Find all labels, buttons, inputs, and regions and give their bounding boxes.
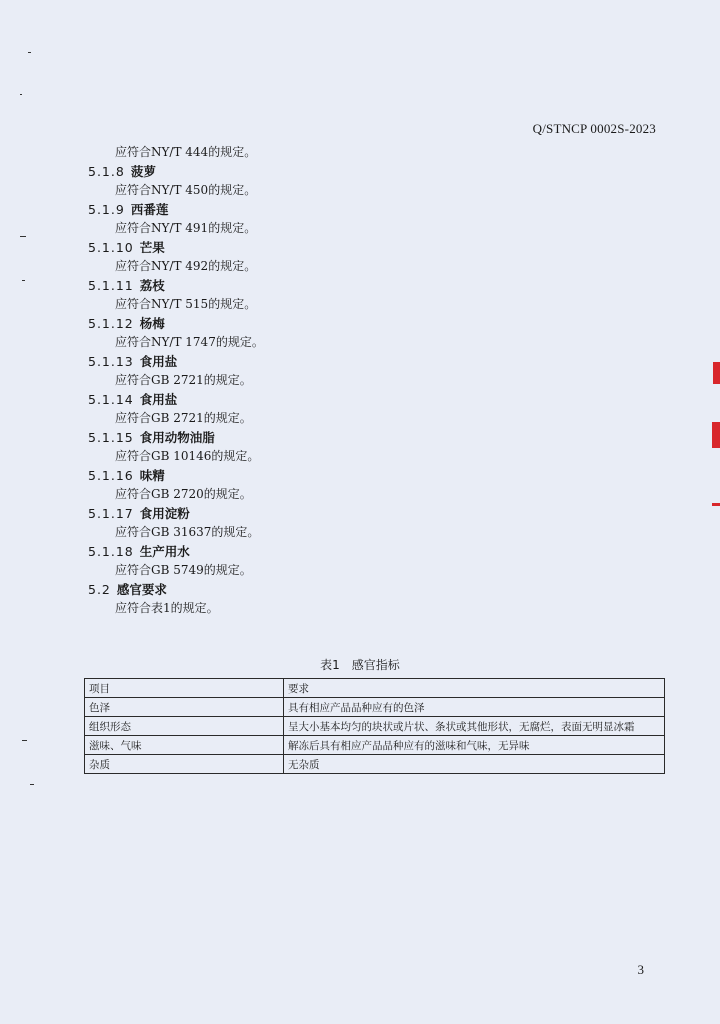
section-title: 杨梅: [139, 316, 165, 331]
section-title: 食用淀粉: [139, 506, 190, 521]
table-row: [85, 698, 665, 717]
section-number: 5.1.11: [88, 278, 134, 293]
body-content: [88, 143, 648, 618]
section-title: 生产用水: [139, 544, 190, 559]
scan-speck: [22, 280, 25, 281]
page-number: 3: [637, 962, 644, 977]
section-title: 感官要求: [116, 582, 167, 597]
requirement-text: 应符合GB 31637的规定。: [115, 525, 260, 539]
section-number: 5.1.12: [88, 316, 134, 331]
scan-speck: [20, 236, 26, 237]
requirement-text: 应符合GB 5749的规定。: [115, 563, 252, 577]
table-cell: 杂质: [85, 755, 284, 774]
section-title: 食用盐: [139, 392, 178, 407]
section-number: 5.1.9: [88, 202, 125, 217]
requirement-text: 应符合NY/T 444的规定。: [115, 145, 257, 159]
seal-edge-mark: [712, 422, 720, 448]
requirement-text: 应符合NY/T 450的规定。: [115, 183, 257, 197]
table-cell: 无杂质: [284, 755, 665, 774]
section-heading: [88, 276, 648, 295]
requirement-text: 应符合GB 2721的规定。: [115, 411, 252, 425]
table-cell: 滋味、气味: [85, 736, 284, 755]
section-heading: [88, 238, 648, 257]
table-header-cell: 要求: [284, 679, 665, 698]
section-number: 5.1.10: [88, 240, 134, 255]
seal-edge-mark: [713, 362, 720, 384]
section-heading: [88, 466, 648, 485]
section-number: 5.1.17: [88, 506, 134, 521]
section-number: 5.1.15: [88, 430, 134, 445]
section-title: 芒果: [139, 240, 165, 255]
requirement-text: 应符合GB 10146的规定。: [115, 449, 260, 463]
section-number: 5.1.18: [88, 544, 134, 559]
table-row: [85, 717, 665, 736]
requirement-text: 应符合NY/T 1747的规定。: [115, 335, 264, 349]
scan-speck: [30, 784, 34, 785]
seal-edge-mark: [712, 503, 720, 506]
table-caption: 表1 感官指标: [320, 658, 400, 672]
section-title: 荔枝: [139, 278, 165, 293]
scan-speck: [28, 52, 31, 53]
requirement-text: 应符合GB 2720的规定。: [115, 487, 252, 501]
section-heading: [88, 314, 648, 333]
scan-speck: [20, 94, 22, 95]
section-heading: [88, 200, 648, 219]
table-cell: 具有相应产品品种应有的色泽: [284, 698, 665, 717]
section-heading: [88, 390, 648, 409]
table-header-cell: 项目: [85, 679, 284, 698]
section-title: 食用动物油脂: [139, 430, 215, 445]
table-header-row: [85, 679, 665, 698]
sensory-table: [84, 678, 665, 774]
requirement-text: 应符合NY/T 491的规定。: [115, 221, 257, 235]
table-cell: 解冻后具有相应产品品种应有的滋味和气味，无异味: [284, 736, 665, 755]
table-cell: 色泽: [85, 698, 284, 717]
section-title: 菠萝: [130, 164, 156, 179]
section-heading: [88, 162, 648, 181]
section-number: 5.1.13: [88, 354, 134, 369]
section-heading: [88, 428, 648, 447]
scan-speck: [22, 740, 27, 741]
section-number: 5.1.8: [88, 164, 125, 179]
document-code: Q/STNCP 0002S-2023: [532, 121, 656, 136]
section-heading: [88, 352, 648, 371]
section-number: 5.1.14: [88, 392, 134, 407]
table-cell: 组织形态: [85, 717, 284, 736]
requirement-text: 应符合表1的规定。: [115, 601, 219, 615]
table-cell: 呈大小基本均匀的块状或片状、条状或其他形状，无腐烂，表面无明显冰霜: [284, 717, 665, 736]
table-row: [85, 736, 665, 755]
section-number: 5.1.16: [88, 468, 134, 483]
section-heading: [88, 542, 648, 561]
section-number: 5.2: [88, 582, 111, 597]
requirement-text: 应符合GB 2721的规定。: [115, 373, 252, 387]
section-title: 食用盐: [139, 354, 178, 369]
section-heading: [88, 504, 648, 523]
requirement-text: 应符合NY/T 492的规定。: [115, 259, 257, 273]
section-title: 西番莲: [130, 202, 169, 217]
section-title: 味精: [139, 468, 165, 483]
table-row: [85, 755, 665, 774]
section-heading: [88, 580, 648, 599]
requirement-text: 应符合NY/T 515的规定。: [115, 297, 257, 311]
